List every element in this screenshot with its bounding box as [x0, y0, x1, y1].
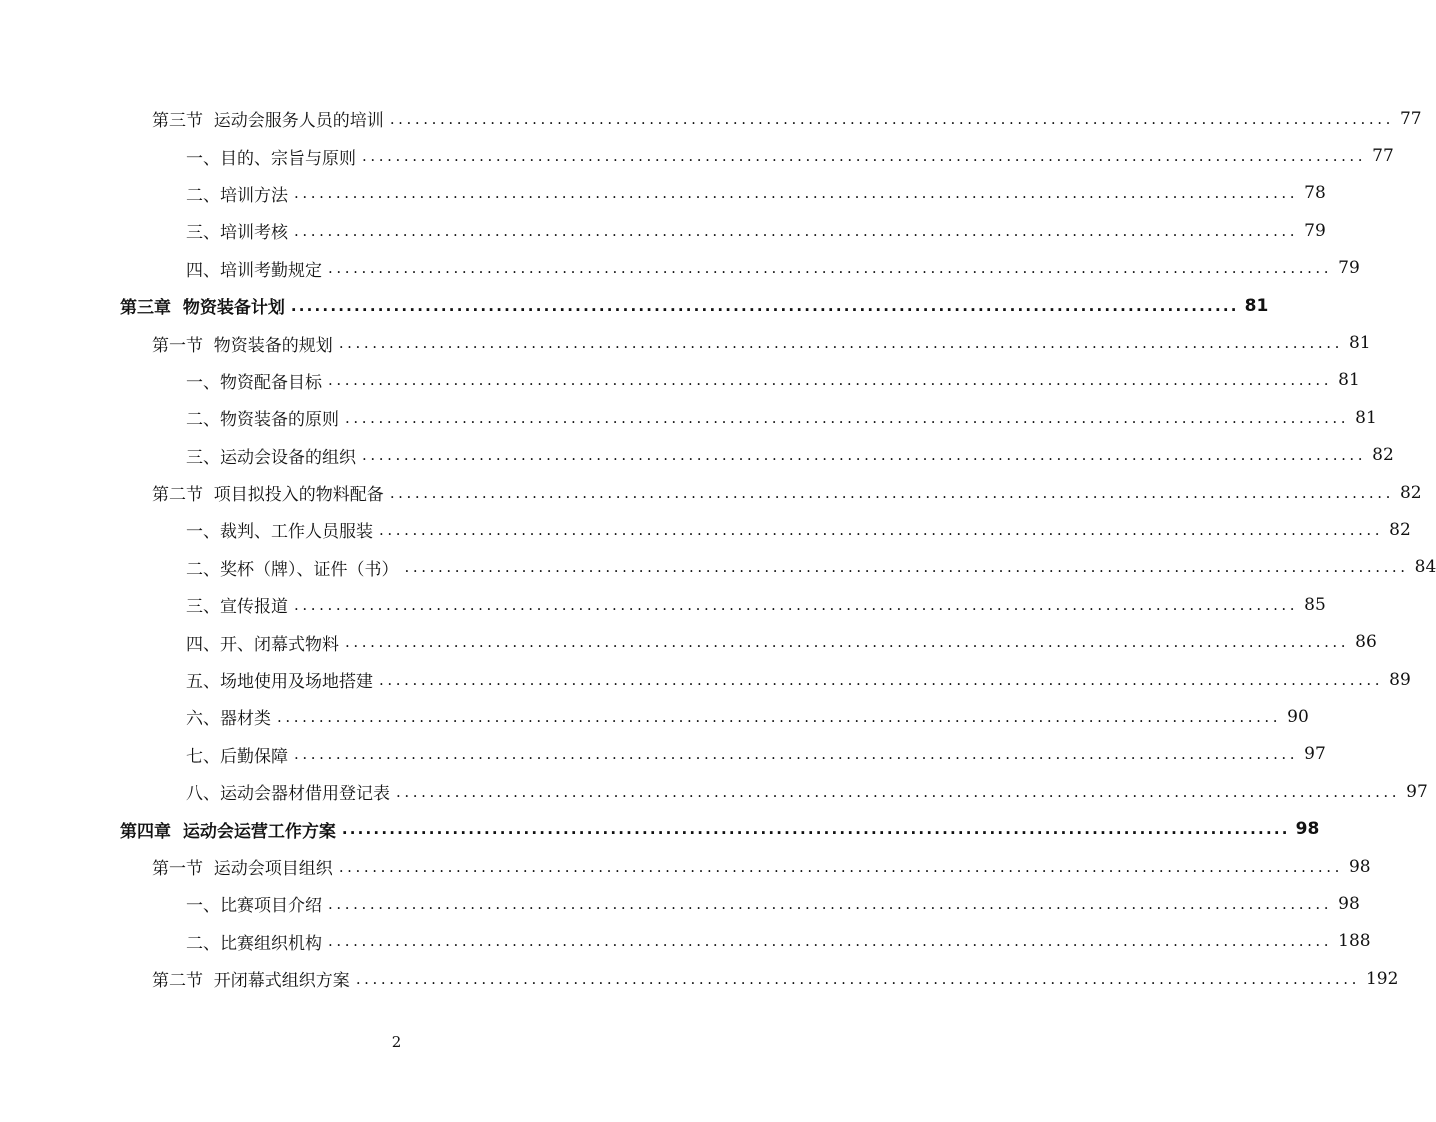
- toc-entry-chapter[interactable]: [0, 287, 1269, 324]
- toc-entry-page: 98: [1338, 893, 1360, 914]
- toc-entry-title: 第一节 物资装备的规划: [152, 335, 333, 356]
- toc-entry-page: 90: [1287, 706, 1309, 727]
- toc-entry-item[interactable]: [0, 773, 1428, 810]
- toc-leader-dots: ........................................................................................................................: [396, 782, 1401, 801]
- toc-leader-dots: ........................................................................................................................: [328, 371, 1333, 390]
- toc-leader-dots: ........................................................................................................................: [294, 184, 1299, 203]
- toc-entry-title: 一、裁判、工作人员服装: [186, 522, 373, 543]
- toc-entry-section[interactable]: [0, 474, 1422, 511]
- toc-leader-dots: ........................................................................................................................: [355, 969, 1360, 988]
- toc-entry-page: 82: [1399, 482, 1422, 503]
- toc-entry-page: 81: [1355, 407, 1377, 428]
- toc-entry-title: 三、培训考核: [186, 223, 288, 244]
- table-of-contents: [0, 100, 1436, 997]
- toc-entry-page: 82: [1389, 519, 1411, 540]
- toc-entry-title: 六、器材类: [186, 709, 271, 730]
- toc-entry-title: 二、培训方法: [186, 185, 288, 206]
- toc-entry-item[interactable]: [0, 437, 1394, 474]
- toc-entry-title: 一、比赛项目介绍: [186, 896, 322, 917]
- toc-entry-title: 第三节 运动会服务人员的培训: [152, 111, 384, 132]
- toc-entry-title: 第三章 物资装备计划: [120, 298, 285, 319]
- toc-leader-dots: ........................................................................................................................: [362, 147, 1367, 166]
- toc-entry-title: 四、培训考勤规定: [186, 260, 322, 281]
- toc-leader-dots: ........................................................................................................................: [294, 745, 1299, 764]
- toc-entry-title: 三、宣传报道: [186, 597, 288, 618]
- toc-entry-page: 89: [1389, 669, 1411, 690]
- toc-entry-section[interactable]: [0, 848, 1371, 885]
- toc-leader-dots: ........................................................................................................................: [389, 483, 1394, 502]
- toc-leader-dots: ........................................................................................................................: [345, 408, 1350, 427]
- toc-entry-page: 77: [1372, 146, 1394, 167]
- toc-leader-dots: ........................................................................................................................: [389, 109, 1394, 128]
- toc-entry-item[interactable]: [0, 923, 1371, 960]
- toc-entry-page: 97: [1304, 744, 1326, 765]
- toc-entry-page: 85: [1304, 594, 1326, 615]
- toc-entry-page: 79: [1338, 258, 1360, 279]
- toc-entry-page: 82: [1372, 445, 1394, 466]
- toc-entry-page: 84: [1414, 557, 1436, 578]
- toc-entry-title: 二、奖杯（牌）、证件（书）: [186, 559, 399, 580]
- toc-leader-dots: ........................................................................................................................: [404, 558, 1409, 577]
- toc-entry-title: 五、场地使用及场地搭建: [186, 672, 373, 693]
- page-number: 2: [391, 1033, 402, 1051]
- toc-leader-dots: ........................................................................................................................: [328, 894, 1333, 913]
- toc-entry-title: 二、物资装备的原则: [186, 410, 339, 431]
- toc-entry-item[interactable]: [0, 362, 1360, 399]
- toc-leader-dots: ........................................................................................................................: [362, 446, 1367, 465]
- toc-entry-item[interactable]: [0, 137, 1394, 174]
- toc-entry-page: 98: [1348, 856, 1371, 877]
- toc-leader-dots: ........................................................................................................................: [338, 334, 1343, 353]
- toc-entry-title: 第二节 项目拟投入的物料配备: [152, 485, 384, 506]
- toc-leader-dots: ........................................................................................................................: [328, 932, 1333, 951]
- toc-leader-dots: ........................................................................................................................: [277, 707, 1282, 726]
- toc-entry-title: 一、物资配备目标: [186, 372, 322, 393]
- toc-entry-title: 第二节 开闭幕式组织方案: [152, 971, 350, 992]
- toc-entry-page: 188: [1338, 931, 1371, 952]
- toc-entry-item[interactable]: [0, 623, 1377, 660]
- toc-leader-dots: ........................................................................................................................: [341, 820, 1290, 839]
- toc-entry-item[interactable]: [0, 250, 1360, 287]
- toc-entry-page: 81: [1348, 333, 1371, 354]
- toc-leader-dots: ........................................................................................................................: [328, 259, 1333, 278]
- toc-entry-section[interactable]: [0, 324, 1371, 361]
- toc-entry-item[interactable]: [0, 212, 1326, 249]
- toc-entry-title: 二、比赛组织机构: [186, 933, 322, 954]
- toc-entry-item[interactable]: [0, 549, 1436, 586]
- toc-entry-page: 192: [1365, 968, 1399, 989]
- toc-entry-title: 四、开、闭幕式物料: [186, 634, 339, 655]
- toc-leader-dots: ........................................................................................................................: [290, 296, 1239, 315]
- toc-leader-dots: ........................................................................................................................: [379, 520, 1384, 539]
- toc-entry-title: 一、目的、宗旨与原则: [186, 148, 356, 169]
- toc-entry-page: 77: [1399, 108, 1422, 129]
- toc-entry-item[interactable]: [0, 399, 1377, 436]
- toc-entry-chapter[interactable]: [0, 810, 1320, 847]
- toc-entry-item[interactable]: [0, 885, 1360, 922]
- toc-entry-title: 第四章 运动会运营工作方案: [120, 821, 336, 842]
- toc-entry-page: 86: [1355, 632, 1377, 653]
- toc-entry-item[interactable]: [0, 661, 1411, 698]
- toc-entry-item[interactable]: [0, 175, 1326, 212]
- toc-entry-title: 第一节 运动会项目组织: [152, 859, 333, 879]
- toc-entry-page: 98: [1295, 819, 1320, 840]
- toc-entry-item[interactable]: [0, 736, 1326, 773]
- toc-entry-page: 81: [1244, 295, 1269, 316]
- toc-entry-title: 七、后勤保障: [186, 746, 288, 767]
- toc-entry-page: 97: [1406, 781, 1428, 802]
- toc-entry-page: 81: [1338, 370, 1360, 391]
- toc-entry-section[interactable]: [0, 960, 1399, 997]
- toc-entry-item[interactable]: [0, 586, 1326, 623]
- toc-entry-item[interactable]: [0, 511, 1411, 548]
- toc-entry-item[interactable]: [0, 698, 1309, 735]
- toc-entry-section[interactable]: [0, 100, 1422, 137]
- toc-leader-dots: ........................................................................................................................: [345, 633, 1350, 652]
- toc-leader-dots: ........................................................................................................................: [294, 221, 1299, 240]
- toc-entry-page: 79: [1304, 220, 1326, 241]
- toc-entry-page: 78: [1304, 183, 1326, 204]
- toc-entry-title: 八、运动会器材借用登记表: [186, 784, 390, 805]
- toc-leader-dots: ........................................................................................................................: [294, 595, 1299, 614]
- toc-entry-title: 三、运动会设备的组织: [186, 447, 356, 468]
- toc-leader-dots: ........................................................................................................................: [379, 670, 1384, 689]
- toc-leader-dots: ........................................................................................................................: [338, 857, 1343, 876]
